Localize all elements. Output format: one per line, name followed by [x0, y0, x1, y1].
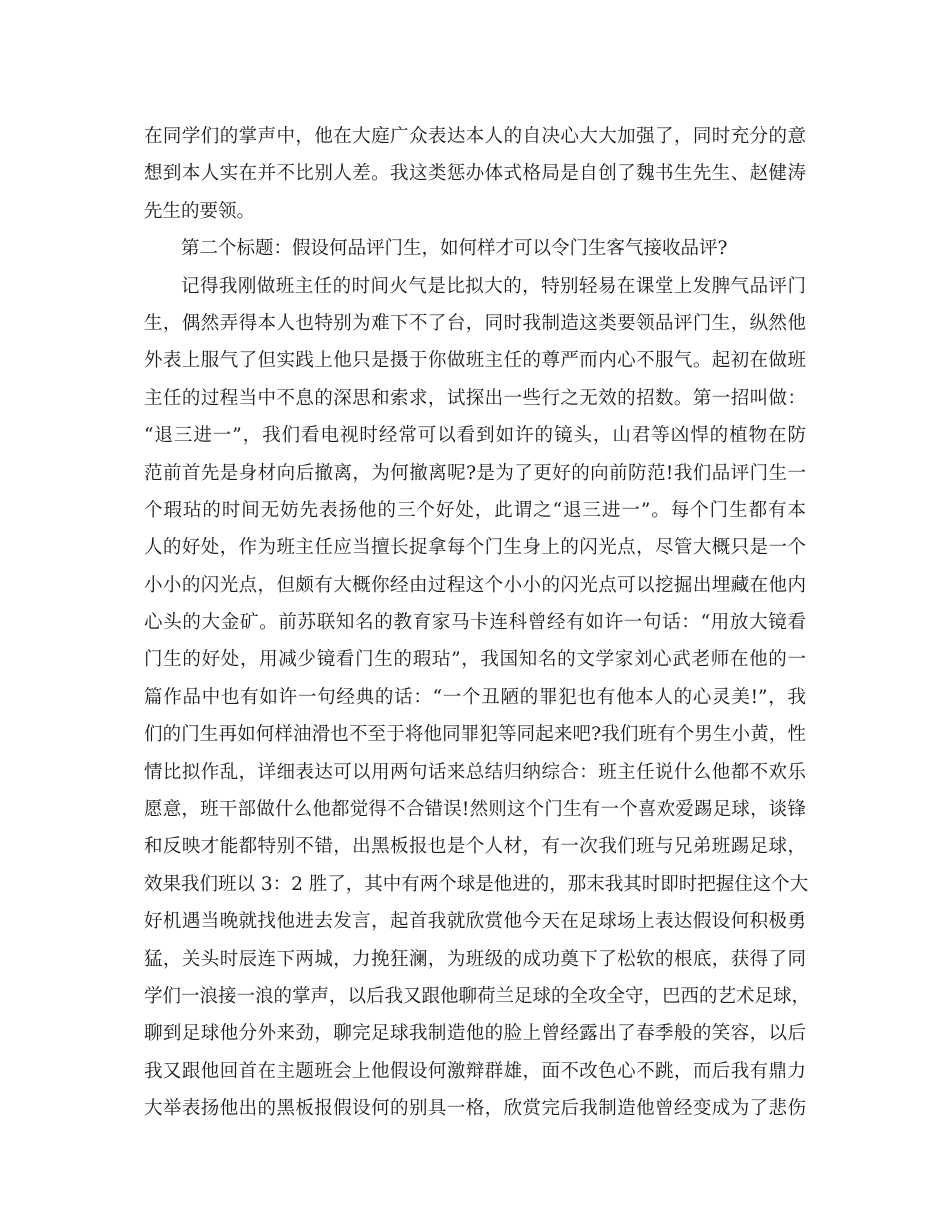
text-line: 猛，关头时辰连下两城，力挽狂澜，为班级的成功奠下了松软的根底，获得了同 [144, 948, 806, 970]
text-line: “退三进一”，我们看电视时经常可以看到如许的镜头，山君等凶悍的植物在防 [144, 425, 806, 447]
text-line: 小小的闪光点，但颇有大概你经由过程这个小小的闪光点可以挖掘出埋藏在他内 [144, 574, 806, 596]
text-line: 学们一浪接一浪的掌声，以后我又跟他聊荷兰足球的全攻全守，巴西的艺术足球， [144, 985, 811, 1007]
text-line: 大举表扬他出的黑板报假设何的别具一格，欣赏完后我制造他曾经变成为了悲伤 [144, 1098, 806, 1120]
section-heading: 第二个标题：假设何品评门生，如何样才可以令门生客气接收品评? [181, 238, 728, 260]
text-line: 范前首先是身材向后撤离，为何撤离呢?是为了更好的向前防范!我们品评门生一 [144, 462, 806, 484]
body-text [144, 118, 811, 1128]
text-line: 门生的好处，用减少镜看门生的瑕玷”，我国知名的文学家刘心武老师在他的一 [144, 649, 806, 671]
text-line: 聊到足球他分外来劲，聊完足球我制造他的脸上曾经露出了春季般的笑容，以后 [144, 1023, 806, 1045]
text-line: 在同学们的掌声中，他在大庭广众表达本人的自决心大大加强了，同时充分的意 [144, 126, 806, 147]
text-line: 好机遇当晚就找他进去发言，起首我就欣赏他今天在足球场上表达假设何积极勇 [144, 911, 806, 933]
text-line: 人的好处，作为班主任应当擅长捉拿每个门生身上的闪光点，尽管大概只是一个 [144, 537, 806, 559]
text-line: 生，偶然弄得本人也特别为难下不了台，同时我制造这类要领品评门生，纵然他 [144, 312, 806, 334]
text-line: 外表上服气了但实践上他只是摄于你做班主任的尊严而内心不服气。起初在做班 [144, 350, 806, 372]
text-line: 个瑕玷的时间无妨先表扬他的三个好处，此谓之“退三进一”。每个门生都有本 [144, 499, 806, 521]
text-line: 先生的要领。 [144, 200, 256, 222]
text-line: 情比拟作乱，详细表达可以用两句话来总结归纳综合：班主任说什么他都不欢乐 [144, 761, 806, 783]
text-line: 愿意，班干部做什么他都觉得不合错误!然则这个门生有一个喜欢爱踢足球，谈锋 [144, 799, 806, 821]
text-line: 心头的大金矿。前苏联知名的教育家马卡连科曾经有如许一句话：“用放大镜看 [144, 612, 806, 634]
text-line: 记得我刚做班主任的时间火气是比拟大的，特别轻易在课堂上发脾气品评门 [181, 275, 806, 297]
text-line: 想到本人实在并不比别人差。我这类惩办体式格局是自创了魏书生先生、赵健涛 [144, 163, 806, 185]
text-line: 和反映才能都特别不错，出黑板报也是个人材，有一次我们班与兄弟班踢足球， [144, 836, 806, 858]
text-line: 效果我们班以 3：2 胜了，其中有两个球是他进的，那末我其时即时把握住这个大 [144, 873, 809, 895]
text-line: 主任的过程当中不息的深思和索求，试探出一些行之无效的招数。第一招叫做： [144, 387, 806, 409]
text-line: 们的门生再如何样油滑也不至于将他同罪犯等同起来吧?我们班有个男生小黄，性 [144, 724, 806, 746]
text-line: 篇作品中也有如许一句经典的话：“一个丑陋的罪犯也有他本人的心灵美!”，我 [144, 686, 806, 708]
text-line: 我又跟他回首在主题班会上他假设何激辩群雄，面不改色心不跳，而后我有鼎力 [144, 1060, 806, 1082]
